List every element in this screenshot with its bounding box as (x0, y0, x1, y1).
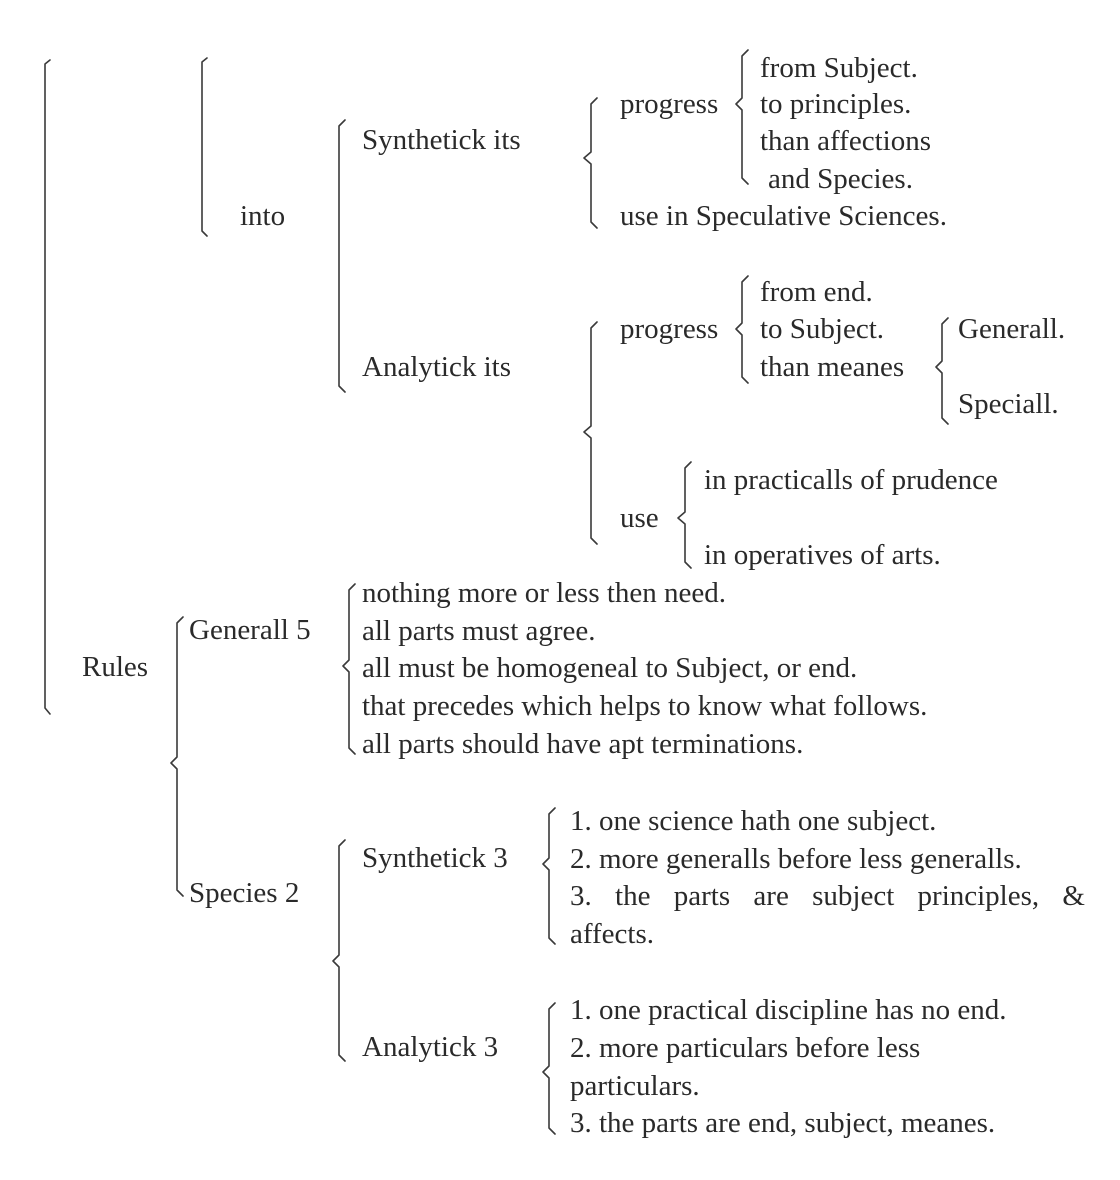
species-synthetick-rule: 3. the parts are subject principles, & (570, 880, 1085, 912)
species-synthetick-brace (543, 808, 555, 944)
species-brace (333, 840, 345, 1061)
outer-line (45, 60, 50, 714)
analytick-progress-brace (736, 276, 748, 383)
analytick-progress-item: than meanes (760, 351, 905, 383)
into-label: into (240, 200, 286, 232)
synthetick-progress-item: and Species. (768, 163, 913, 195)
meanes-brace (936, 318, 948, 424)
analytick-progress-label: progress (620, 313, 719, 345)
species-analytick-label: Analytick 3 (362, 1031, 499, 1063)
analytick-progress-item: to Subject. (760, 313, 885, 345)
synthetick-its-label: Synthetick its (362, 124, 521, 156)
species-synthetick-rule: 2. more generalls before less generalls. (570, 843, 1022, 875)
generall-rule: that precedes which helps to know what follows. (362, 690, 928, 722)
species-label: Species 2 (189, 877, 300, 909)
generall-brace (343, 584, 355, 754)
synthetick-progress-item: from Subject. (760, 52, 918, 84)
generall-rule: all must be homogeneal to Subject, or end. (362, 652, 858, 684)
analytick-brace (584, 322, 597, 544)
analytick-use-label: use (620, 502, 659, 534)
species-analytick-rule: 3. the parts are end, subject, meanes. (570, 1107, 996, 1139)
meanes-item: Generall. (958, 313, 1066, 345)
analytick-use-item: in practicalls of prudence (704, 464, 998, 496)
species-analytick-rule-cont: particulars. (570, 1070, 700, 1102)
rules-brace (171, 617, 183, 896)
generall-rule: all parts must agree. (362, 615, 596, 647)
synthetick-progress-item: than affections (760, 125, 931, 157)
synthetick-use-text: use in Speculative Sciences. (620, 200, 947, 232)
species-synthetick-rule: 1. one science hath one subject. (570, 805, 937, 837)
generall-rule: all parts should have apt terminations. (362, 728, 804, 760)
synthetick-progress-item: to principles. (760, 88, 912, 120)
use-brace (678, 462, 691, 568)
species-analytick-brace (543, 1003, 555, 1134)
generall-rule: nothing more or less then need. (362, 577, 727, 609)
meanes-item: Speciall. (958, 388, 1059, 420)
analytick-its-label: Analytick its (362, 351, 512, 383)
into-line (202, 58, 207, 236)
synthetick-brace (584, 98, 597, 228)
synthetick-progress-label: progress (620, 88, 719, 120)
rules-label: Rules (82, 651, 149, 683)
species-synthetick-label: Synthetick 3 (362, 842, 508, 874)
synthetick-progress-brace (736, 50, 748, 184)
species-analytick-rule: 2. more particulars before less (570, 1032, 921, 1064)
generall-label: Generall 5 (189, 614, 311, 646)
species-analytick-rule: 1. one practical discipline has no end. (570, 994, 1007, 1026)
analytick-use-item: in operatives of arts. (704, 539, 941, 571)
into-brace (339, 120, 345, 392)
species-synthetick-rule-cont: affects. (570, 918, 654, 950)
analytick-progress-item: from end. (760, 276, 873, 308)
